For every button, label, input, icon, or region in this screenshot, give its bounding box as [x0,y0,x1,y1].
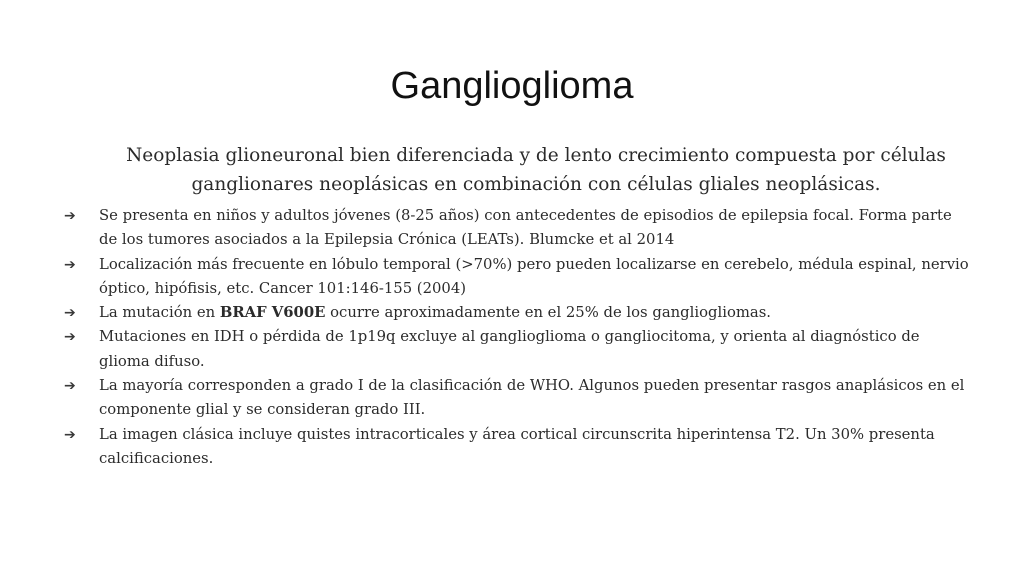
arrow-bullet-icon: ➔ [64,305,76,322]
bullet-text-pre: La mutación en [99,304,220,322]
bullet-item [64,253,974,302]
bullet-item [64,374,974,423]
bullet-text-post: ocurre aproximadamente en el 25% de los gangliogliomas. [325,304,772,322]
bullet-text: La imagen clásica incluye quistes intracorticales y área cortical circunscrita hiperintensa T2. Un 30% presenta calcificaciones. [99,425,935,467]
bullet-text: Mutaciones en IDH o pérdida de 1p19q excluye al ganglioglioma o gangliocitoma, y orienta al diagnóstico de glioma difuso. [99,328,920,370]
bullet-item [64,423,974,472]
bullet-item [64,301,974,325]
intro-paragraph: Neoplasia glioneuronal bien diferenciada y de lento crecimiento compuesta por células ganglionares neoplásicas en combinación con células gliales neoplásicas. [126,145,946,195]
bullet-text: Se presenta en niños y adultos jóvenes (8-25 años) con antecedentes de episodios de epilepsia focal. Forma parte de los tumores asociados a la Epilepsia Crónica (LEATs). Blumcke et al 2014 [99,207,952,249]
arrow-bullet-icon: ➔ [64,256,76,273]
bullet-list [64,204,974,471]
arrow-bullet-icon: ➔ [64,378,76,395]
arrow-bullet-icon: ➔ [64,329,76,346]
arrow-bullet-icon: ➔ [64,426,76,443]
bullet-text-bold: BRAF V600E [219,304,326,322]
bullet-text: La mayoría corresponden a grado I de la clasificación de WHO. Algunos pueden presentar rasgos anaplásicos en el componente glial y se consideran grado III. [99,377,965,419]
slide-title: Ganglioglioma [390,65,634,107]
bullet-item [64,204,974,253]
bullet-text: Localización más frecuente en lóbulo temporal (>70%) pero pueden localizarse en cerebelo, médula espinal, nervio óptico, hipófisis, etc. Cancer 101:146-155 (2004) [99,255,969,297]
arrow-bullet-icon: ➔ [64,208,76,224]
bullet-item [64,325,974,374]
